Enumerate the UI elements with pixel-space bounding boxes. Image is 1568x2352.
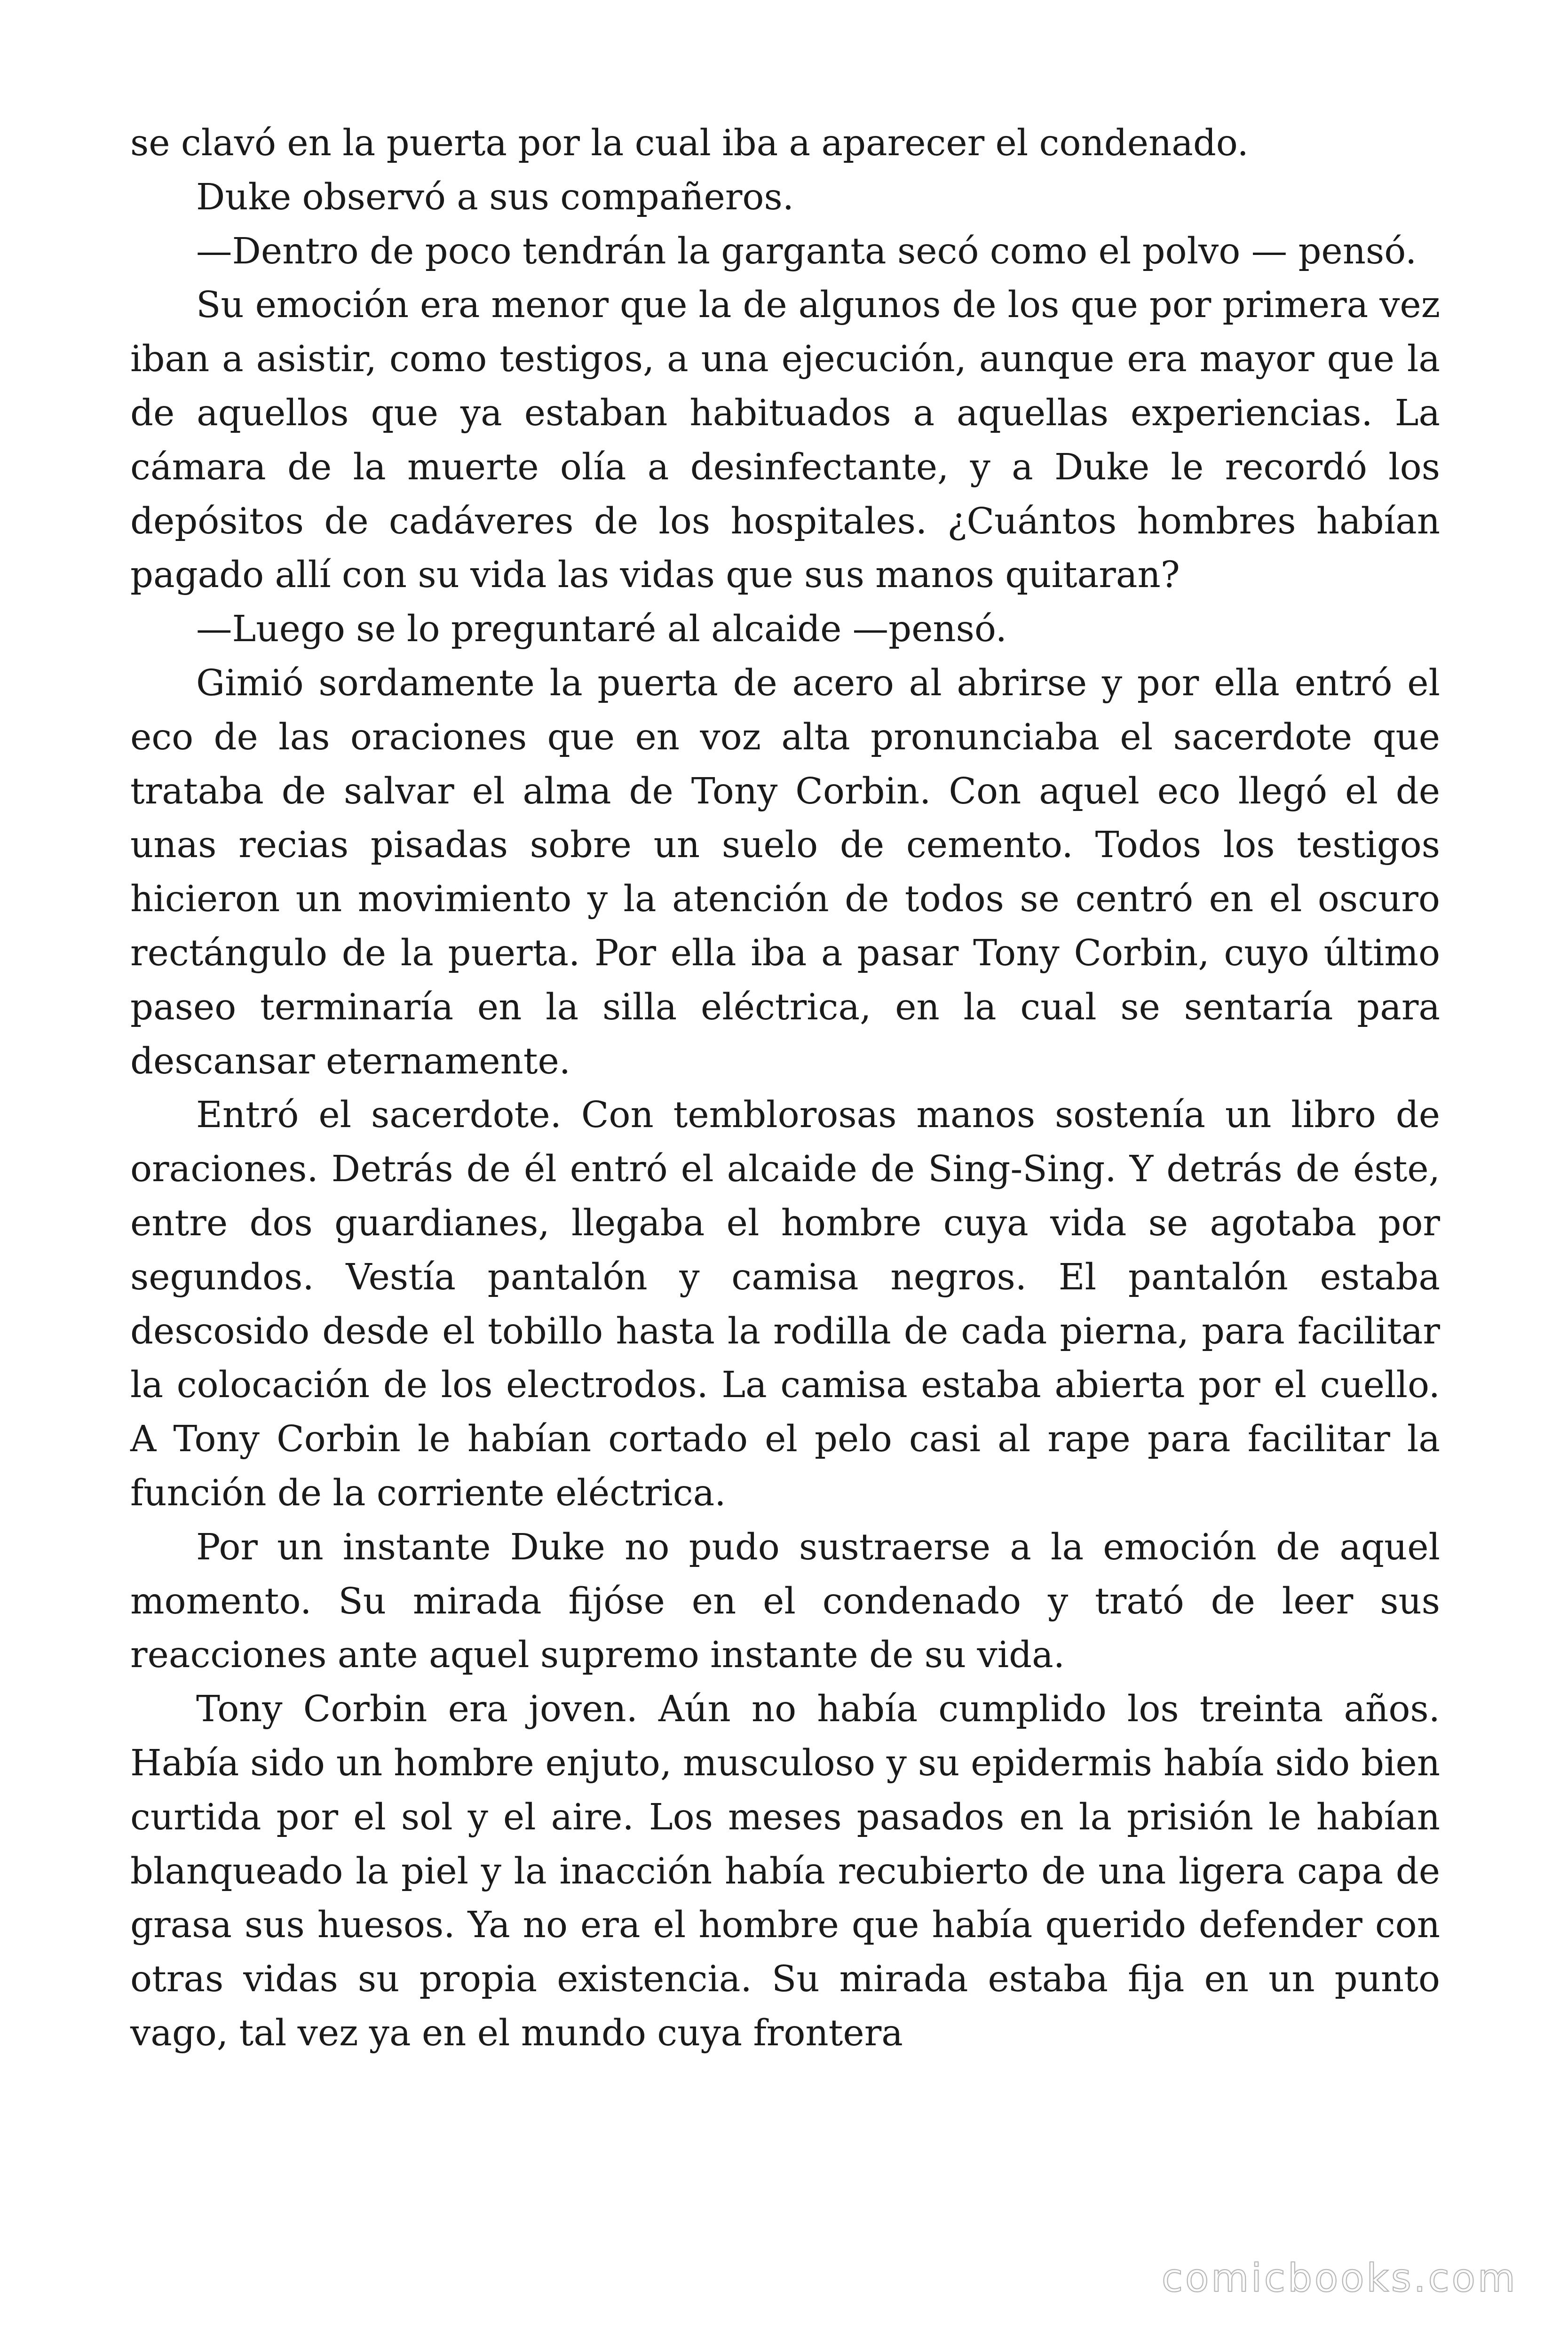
paragraph: Tony Corbin era joven. Aún no había cumplido los treinta años. Había sido un hombre enjuto, musculoso y su epidermis había sido bien curtida por el sol y el aire. Los meses pasados en la prisión le habían blanqueado la piel y la inacción había recubierto de una ligera capa de grasa sus huesos. Ya no era el hombre que había querido defender con otras vidas su propia existencia. Su mirada estaba fija en un punto vago, tal vez ya en el mundo cuya frontera: [130, 1688, 1440, 2054]
paragraph: se clavó en la puerta por la cual iba a aparecer el condenado.: [130, 122, 1249, 164]
paragraph: Su emoción era menor que la de algunos de los que por primera vez iban a asistir, como testigos, a una ejecución, aunque era mayor que la de aquellos que ya estaban habituados a aquellas experiencias. La cámara de la muerte olía a desinfectante, y a Duke le recordó los depósitos de cadáveres de los hospitales. ¿Cuántos hombres habían pagado allí con su vida las vidas que sus manos quitaran?: [130, 284, 1440, 596]
paragraph: —Luego se lo preguntaré al alcaide —pensó.: [196, 608, 1007, 651]
paragraph: Entró el sacerdote. Con temblorosas manos sostenía un libro de oraciones. Detrás de él entró el alcaide de Sing-Sing. Y detrás de éste, entre dos guardianes, llegaba el hombre cuya vida se agotaba por segundos. Vestía pantalón y camisa negros. El pantalón estaba descosido desde el tobillo hasta la rodilla de cada pierna, para facilitar la colocación de los electrodos. La camisa estaba abierta por el cuello. A Tony Corbin le habían cortado el pelo casi al rape para facilitar la función de la corriente eléctrica.: [130, 1094, 1440, 1514]
paragraph: Gimió sordamente la puerta de acero al abrirse y por ella entró el eco de las oraciones que en voz alta pronunciaba el sacerdote que trataba de salvar el alma de Tony Corbin. Con aquel eco llegó el de unas recias pisadas sobre un suelo de cemento. Todos los testigos hicieron un movimiento y la atención de todos se centró en el oscuro rectángulo de la puerta. Por ella iba a pasar Tony Corbin, cuyo último paseo terminaría en la silla eléctrica, en la cual se sentaría para descansar eternamente.: [130, 662, 1440, 1082]
paragraph: —Dentro de poco tendrán la garganta secó como el polvo — pensó.: [196, 230, 1417, 272]
paragraph: Duke observó a sus compañeros.: [196, 176, 794, 218]
page-body: [130, 117, 1440, 2061]
paragraph: Por un instante Duke no pudo sustraerse a la emoción de aquel momento. Su mirada fijóse en el condenado y trató de leer sus reacciones ante aquel supremo instante de su vida.: [130, 1526, 1440, 1677]
watermark: comicbooks.com: [1162, 2256, 1518, 2301]
